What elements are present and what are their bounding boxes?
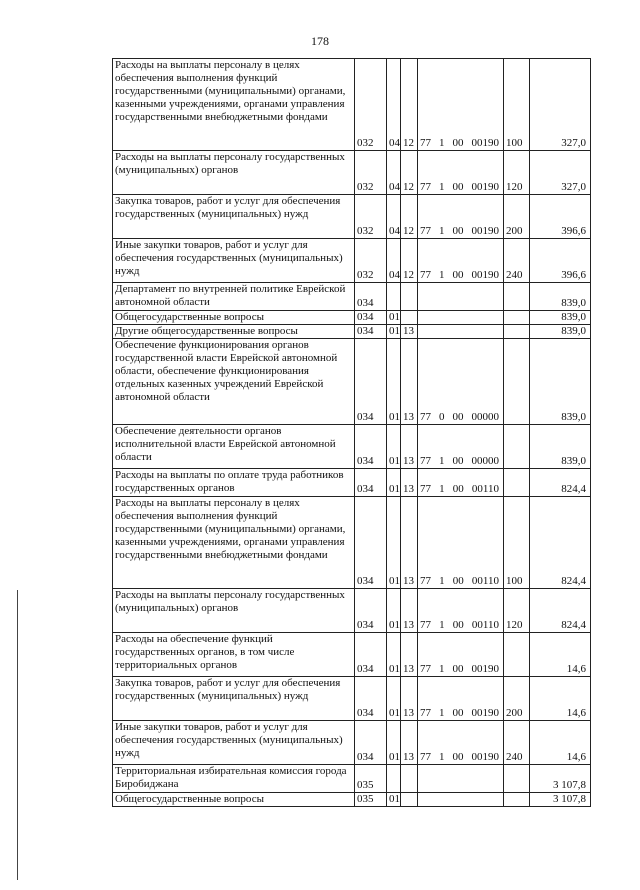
pr-code [401, 283, 418, 311]
row-name: Расходы на выплаты по оплате труда работников государственных органов [113, 469, 355, 497]
csr-parts [420, 411, 501, 424]
row-name: Обеспечение деятельности органов исполнительной власти Еврейской автономной области [113, 425, 355, 469]
csr-part-csr4: 00190 [471, 181, 499, 193]
amount: 839,0 [530, 325, 591, 339]
csr-code [418, 793, 504, 807]
amount: 839,0 [530, 339, 591, 425]
csr-parts [420, 575, 501, 588]
rz-code: 04 [387, 151, 401, 195]
ved-code: 032 [355, 239, 387, 283]
table-row [113, 497, 591, 589]
row-name: Закупка товаров, работ и услуг для обеспечения государственных (муниципальных) нужд [113, 195, 355, 239]
table-row [113, 589, 591, 633]
csr-parts [420, 455, 501, 468]
ved-code: 034 [355, 325, 387, 339]
ved-code: 035 [355, 765, 387, 793]
csr-parts [420, 137, 501, 150]
rz-code: 01 [387, 677, 401, 721]
vr-code [504, 425, 530, 469]
rz-code: 01 [387, 633, 401, 677]
rz-code [387, 765, 401, 793]
csr-code [418, 425, 504, 469]
amount: 14,6 [530, 721, 591, 765]
pr-code: 13 [401, 325, 418, 339]
row-name: Общегосударственные вопросы [113, 311, 355, 325]
csr-part-csr4: 00110 [471, 483, 499, 495]
csr-part-csr4: 00000 [471, 455, 499, 467]
pr-code: 12 [401, 195, 418, 239]
vr-code [504, 283, 530, 311]
csr-part-csr2: 1 [439, 225, 445, 237]
ved-code: 032 [355, 59, 387, 151]
pr-code [401, 765, 418, 793]
csr-part-csr3: 00 [452, 137, 464, 149]
ved-code: 034 [355, 589, 387, 633]
pr-code: 13 [401, 589, 418, 633]
pr-code [401, 793, 418, 807]
amount: 327,0 [530, 151, 591, 195]
csr-part-csr1: 77 [420, 575, 431, 587]
csr-part-csr3: 00 [452, 619, 464, 631]
row-name: Расходы на выплаты персоналу в целях обеспечения выполнения функций государственными (муниципальными) органами, казенными учреждениями, органами управления государственными внебюджетными фондами [113, 59, 355, 151]
csr-part-csr2: 1 [439, 137, 445, 149]
amount: 327,0 [530, 59, 591, 151]
row-name: Закупка товаров, работ и услуг для обеспечения государственных (муниципальных) нужд [113, 677, 355, 721]
pr-code: 13 [401, 497, 418, 589]
ved-code: 032 [355, 195, 387, 239]
csr-part-csr2: 1 [439, 751, 445, 763]
ved-code: 034 [355, 283, 387, 311]
pr-code: 12 [401, 239, 418, 283]
amount: 839,0 [530, 311, 591, 325]
pr-code: 13 [401, 633, 418, 677]
row-name: Департамент по внутренней политике Еврейской автономной области [113, 283, 355, 311]
row-name: Иные закупки товаров, работ и услуг для обеспечения государственных (муниципальных) нужд [113, 239, 355, 283]
csr-part-csr4: 00190 [471, 663, 499, 675]
csr-part-csr1: 77 [420, 225, 431, 237]
csr-code [418, 677, 504, 721]
vr-code [504, 469, 530, 497]
ved-code: 035 [355, 793, 387, 807]
csr-part-csr2: 1 [439, 619, 445, 631]
pr-code: 13 [401, 469, 418, 497]
csr-code [418, 283, 504, 311]
page-number: 178 [311, 34, 329, 48]
table-row [113, 721, 591, 765]
amount: 824,4 [530, 469, 591, 497]
csr-part-csr2: 0 [439, 411, 445, 423]
csr-part-csr2: 1 [439, 269, 445, 281]
table-row [113, 339, 591, 425]
table-row [113, 325, 591, 339]
pr-code: 13 [401, 339, 418, 425]
rz-code: 04 [387, 59, 401, 151]
amount: 14,6 [530, 677, 591, 721]
rz-code [387, 283, 401, 311]
rz-code: 01 [387, 793, 401, 807]
vr-code [504, 339, 530, 425]
pr-code: 12 [401, 59, 418, 151]
csr-parts [420, 663, 501, 676]
rz-code: 01 [387, 311, 401, 325]
csr-part-csr4: 00000 [471, 411, 499, 423]
csr-part-csr3: 00 [452, 575, 464, 587]
ved-code: 034 [355, 339, 387, 425]
pr-code: 12 [401, 151, 418, 195]
csr-code [418, 633, 504, 677]
ved-code: 034 [355, 677, 387, 721]
table-row [113, 765, 591, 793]
csr-part-csr1: 77 [420, 663, 431, 675]
csr-code [418, 311, 504, 325]
csr-part-csr3: 00 [452, 411, 464, 423]
table-row [113, 195, 591, 239]
amount: 396,6 [530, 195, 591, 239]
csr-part-csr4: 00110 [471, 619, 499, 631]
csr-code [418, 469, 504, 497]
table-row [113, 283, 591, 311]
rz-code: 01 [387, 589, 401, 633]
vr-code [504, 793, 530, 807]
table-row [113, 469, 591, 497]
table-row [113, 59, 591, 151]
csr-part-csr3: 00 [452, 225, 464, 237]
table-row [113, 311, 591, 325]
budget-table-body [113, 59, 591, 807]
csr-code [418, 339, 504, 425]
csr-part-csr1: 77 [420, 619, 431, 631]
csr-part-csr3: 00 [452, 483, 464, 495]
rz-code: 01 [387, 425, 401, 469]
csr-parts [420, 619, 501, 632]
amount: 396,6 [530, 239, 591, 283]
vr-code [504, 765, 530, 793]
row-name: Расходы на выплаты персоналу государственных (муниципальных) органов [113, 589, 355, 633]
amount: 14,6 [530, 633, 591, 677]
rz-code: 04 [387, 195, 401, 239]
vr-code: 200 [504, 677, 530, 721]
csr-part-csr3: 00 [452, 663, 464, 675]
vr-code [504, 311, 530, 325]
ved-code: 034 [355, 311, 387, 325]
csr-part-csr4: 00190 [471, 137, 499, 149]
budget-table [112, 58, 591, 807]
vr-code: 120 [504, 589, 530, 633]
csr-code [418, 765, 504, 793]
csr-part-csr1: 77 [420, 137, 431, 149]
csr-parts [420, 225, 501, 238]
rz-code: 01 [387, 325, 401, 339]
row-name: Расходы на обеспечение функций государственных органов, в том числе территориальных органов [113, 633, 355, 677]
ved-code: 034 [355, 497, 387, 589]
csr-code [418, 239, 504, 283]
row-name: Общегосударственные вопросы [113, 793, 355, 807]
csr-part-csr1: 77 [420, 455, 431, 467]
csr-part-csr3: 00 [452, 751, 464, 763]
row-name: Территориальная избирательная комиссия города Биробиджана [113, 765, 355, 793]
amount: 824,4 [530, 497, 591, 589]
vr-code: 240 [504, 721, 530, 765]
pr-code: 13 [401, 425, 418, 469]
rz-code: 01 [387, 497, 401, 589]
csr-part-csr1: 77 [420, 483, 431, 495]
row-name: Другие общегосударственные вопросы [113, 325, 355, 339]
vr-code: 100 [504, 59, 530, 151]
csr-part-csr2: 1 [439, 455, 445, 467]
csr-part-csr4: 00190 [471, 225, 499, 237]
csr-part-csr4: 00190 [471, 269, 499, 281]
csr-parts [420, 269, 501, 282]
csr-code [418, 721, 504, 765]
csr-part-csr3: 00 [452, 455, 464, 467]
ved-code: 034 [355, 721, 387, 765]
csr-part-csr2: 1 [439, 483, 445, 495]
ved-code: 032 [355, 151, 387, 195]
csr-part-csr3: 00 [452, 181, 464, 193]
rz-code: 04 [387, 239, 401, 283]
csr-code [418, 151, 504, 195]
csr-part-csr4: 00190 [471, 707, 499, 719]
csr-part-csr2: 1 [439, 707, 445, 719]
vr-code [504, 633, 530, 677]
ved-code: 034 [355, 469, 387, 497]
csr-code [418, 59, 504, 151]
vr-code: 240 [504, 239, 530, 283]
csr-parts [420, 707, 501, 720]
row-name: Иные закупки товаров, работ и услуг для обеспечения государственных (муниципальных) нужд [113, 721, 355, 765]
csr-part-csr1: 77 [420, 751, 431, 763]
csr-part-csr2: 1 [439, 663, 445, 675]
csr-part-csr4: 00190 [471, 751, 499, 763]
vr-code: 120 [504, 151, 530, 195]
pr-code [401, 311, 418, 325]
row-name: Расходы на выплаты персоналу государственных (муниципальных) органов [113, 151, 355, 195]
table-row [113, 151, 591, 195]
csr-part-csr3: 00 [452, 269, 464, 281]
pr-code: 13 [401, 677, 418, 721]
table-row [113, 793, 591, 807]
csr-part-csr2: 1 [439, 181, 445, 193]
csr-code [418, 497, 504, 589]
csr-parts [420, 483, 501, 496]
table-row [113, 677, 591, 721]
csr-part-csr1: 77 [420, 181, 431, 193]
vr-code: 200 [504, 195, 530, 239]
ved-code: 034 [355, 633, 387, 677]
csr-part-csr2: 1 [439, 575, 445, 587]
csr-part-csr1: 77 [420, 707, 431, 719]
csr-code [418, 195, 504, 239]
rz-code: 01 [387, 339, 401, 425]
csr-code [418, 325, 504, 339]
csr-parts [420, 181, 501, 194]
csr-part-csr4: 00110 [471, 575, 499, 587]
amount: 839,0 [530, 425, 591, 469]
ved-code: 034 [355, 425, 387, 469]
table-row [113, 425, 591, 469]
csr-part-csr1: 77 [420, 269, 431, 281]
amount: 839,0 [530, 283, 591, 311]
amount: 3 107,8 [530, 793, 591, 807]
binding-line [17, 590, 18, 880]
rz-code: 01 [387, 469, 401, 497]
csr-code [418, 589, 504, 633]
csr-parts [420, 751, 501, 764]
table-row [113, 633, 591, 677]
csr-part-csr1: 77 [420, 411, 431, 423]
amount: 824,4 [530, 589, 591, 633]
vr-code [504, 325, 530, 339]
table-row [113, 239, 591, 283]
row-name: Обеспечение функционирования органов государственной власти Еврейской автономной области, обеспечение функционирования отдельных казенных учреждений Еврейской автономной области [113, 339, 355, 425]
pr-code: 13 [401, 721, 418, 765]
csr-part-csr3: 00 [452, 707, 464, 719]
row-name: Расходы на выплаты персоналу в целях обеспечения выполнения функций государственными (муниципальными) органами, казенными учреждениями, органами управления государственными внебюджетными фондами [113, 497, 355, 589]
amount: 3 107,8 [530, 765, 591, 793]
rz-code: 01 [387, 721, 401, 765]
vr-code: 100 [504, 497, 530, 589]
